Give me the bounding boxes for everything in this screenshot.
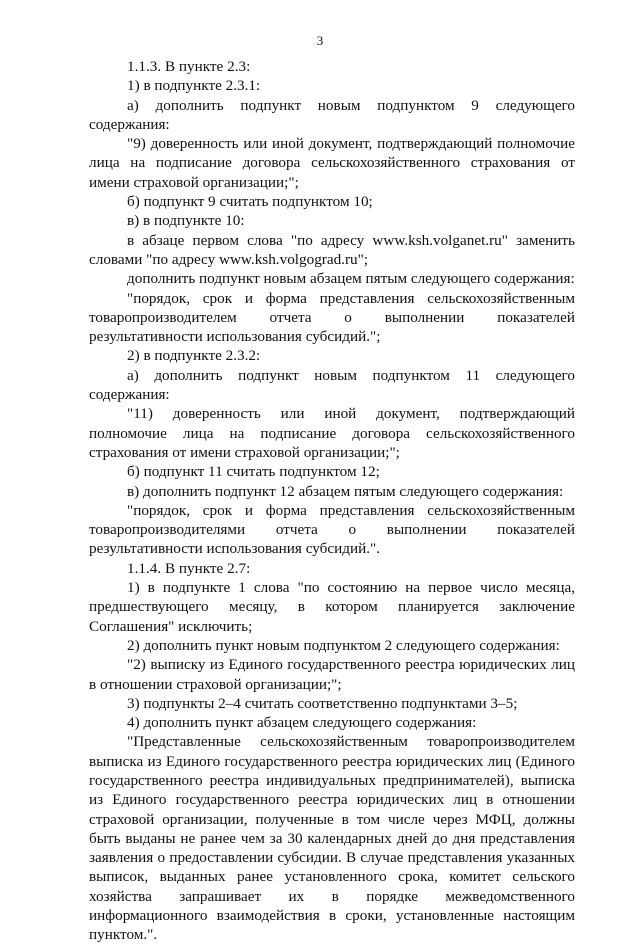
paragraph: "порядок, срок и форма представления сельскохозяйственным товаропроизводителями отчета о выполнении показателей результативности использования субсидий.". [89,501,575,558]
paragraph: "9) доверенность или иной документ, подтверждающий полномочие лица на подписание договора сельскохозяйственного страхования от имени страховой организации;"; [89,135,575,191]
paragraph: "порядок, срок и форма представления сельскохозяйственным товаропроизводителем отчета о выполнении показателей результативности использования субсидий."; [89,289,575,346]
paragraph: 2) в подпункте 2.3.2: [127,347,261,365]
paragraph: 3) подпункты 2–4 считать соответственно подпунктами 3–5; [127,694,518,712]
paragraph: дополнить подпункт новым абзацем пятым следующего содержания: [127,270,575,288]
paragraph: в абзаце первом слова "по адресу www.ksh.volganet.ru" заменить словами "по адресу www.ksh.volgograd.ru"; [89,231,575,268]
paragraph: 1) в подпункте 2.3.1: [127,77,261,95]
paragraph: в) в подпункте 10: [127,212,245,230]
paragraph: б) подпункт 11 считать подпунктом 12; [127,463,380,481]
paragraph: 1.1.4. В пункте 2.7: [127,559,251,577]
paragraph: "2) выписку из Единого государственного реестра юридических лиц в отношении страховой организации;"; [89,656,575,693]
paragraph: б) подпункт 9 считать подпунктом 10; [127,193,373,211]
paragraph: "11) доверенность или иной документ, подтверждающий полномочие лица на подписание договора сельскохозяйственного страхования от имени страховой организации;"; [89,405,575,461]
paragraph: 1.1.3. В пункте 2.3: [127,58,251,75]
paragraph: 1) в подпункте 1 слова "по состоянию на первое число месяца, предшествующего месяцу, в котором планируется заключение Соглашения" исключить; [89,579,575,635]
paragraph: а) дополнить подпункт новым подпунктом 9 следующего содержания: [89,96,575,133]
paragraph: а) дополнить подпункт новым подпунктом 11 следующего содержания: [89,366,575,404]
paragraph: в) дополнить подпункт 12 абзацем пятым следующего содержания: [127,482,564,500]
document-body [89,57,575,945]
page-number: 3 [316,33,324,48]
paragraph: 2) дополнить пункт новым подпунктом 2 следующего содержания: [127,636,560,654]
paragraph: "Представленные сельскохозяйственным товаропроизводителем выписка из Единого государственного реестра юридических лиц (Единого государственного реестра индивидуальных предпринимателей), выписка из Единого государственного реестра юридических лиц в отношении страховой организации, полученные в том числе через МФЦ, должны быть выданы не ранее чем за 30 календарных дней до дня представления заявления о предоставлении субсидии. В случае представления указанных выписок, выданных ранее установленного срока, комитет сельского хозяйства запрашивает их в порядке межведомственного информационного взаимодействия в сроки, установленные настоящим пунктом.". [89,733,575,944]
paragraph: 4) дополнить пункт абзацем следующего содержания: [127,714,477,732]
